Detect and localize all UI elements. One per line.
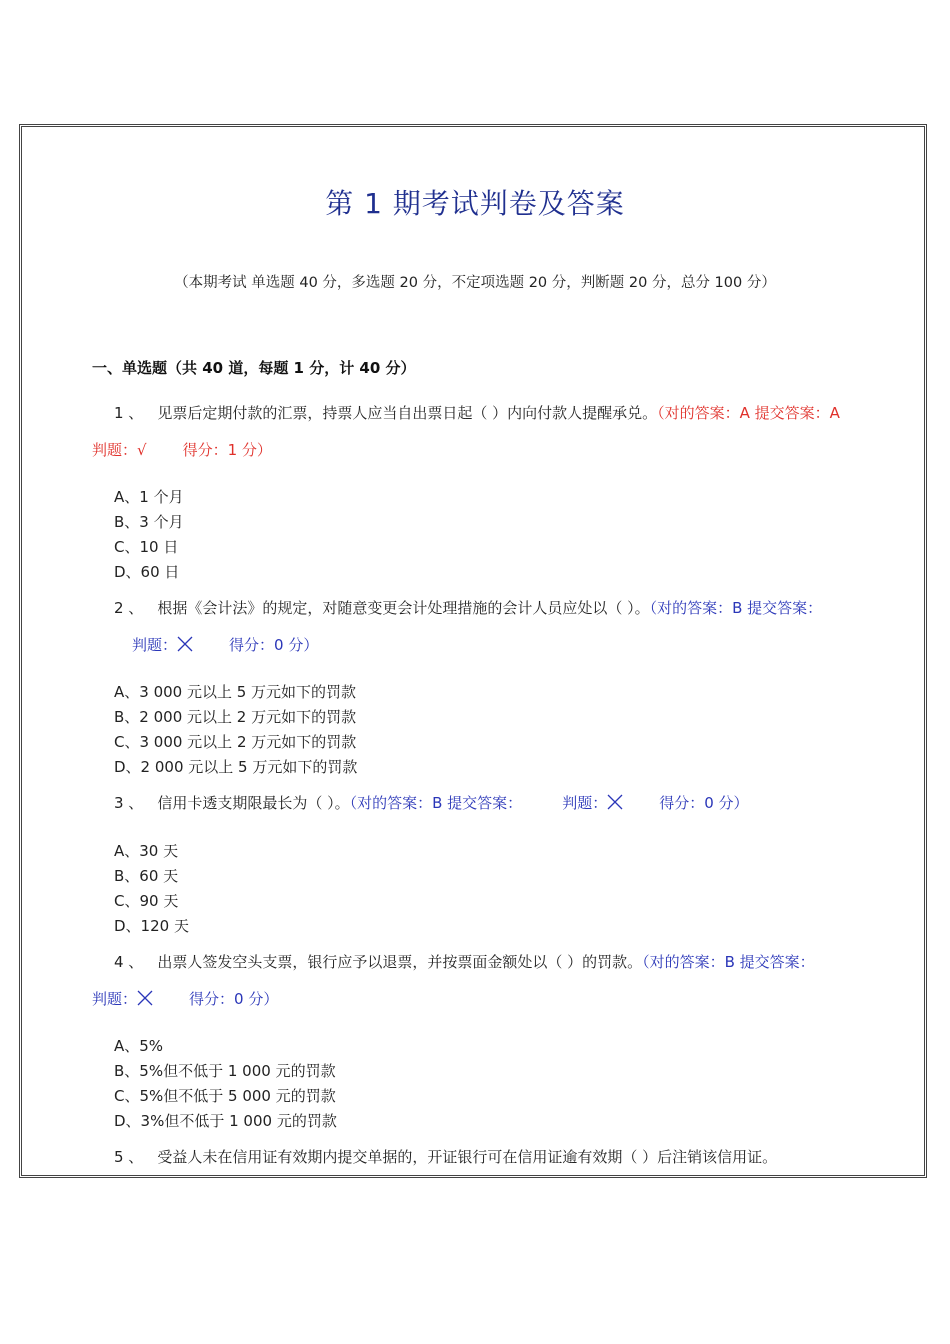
option-a: A、5% [114, 1037, 164, 1055]
submitted-answer: 提交答案： [447, 794, 523, 812]
option-b: B、5%但不低于 1 000 元的罚款 [114, 1062, 336, 1080]
exam-summary: （本期考试 单选题 40 分，多选题 20 分，不定项选题 20 分，判断题 20 分，总分 100 分） [174, 275, 776, 291]
judgment: 判题： [562, 794, 608, 812]
question-number: 2 、 [114, 599, 144, 617]
option-d: D、3%但不低于 1 000 元的罚款 [114, 1112, 337, 1130]
question-text: 根据《会计法》的规定，对随意变更会计处理措施的会计人员应处以（ ）。 [157, 599, 650, 617]
question-5 [92, 1139, 858, 1176]
question-number: 5 、 [114, 1148, 144, 1166]
section-heading-single-choice: 一、单选题（共 40 道，每题 1 分，计 40 分） [92, 359, 416, 377]
question-text: 受益人未在信用证有效期内提交单据的，开证银行可在信用证逾有效期（ ）后注销该信用证。 [157, 1148, 778, 1166]
correct-answer: （对的答案：B [349, 794, 443, 812]
question-4 [92, 944, 858, 1018]
page-title: 第 1 期考试判卷及答案 [325, 187, 625, 220]
score: 得分：0 分） [189, 990, 279, 1008]
question-text: 出票人签发空头支票，银行应予以退票，并按票面金额处以（ ）的罚款。 [157, 953, 643, 971]
submitted-answer: 提交答案： [739, 953, 815, 971]
option-a: A、30 天 [114, 842, 179, 860]
question-3 [92, 785, 858, 822]
option-b: B、60 天 [114, 867, 179, 885]
option-c: C、5%但不低于 5 000 元的罚款 [114, 1087, 336, 1105]
cross-icon [607, 794, 623, 810]
correct-answer: （对的答案：A [657, 404, 750, 422]
option-d: D、120 天 [114, 917, 189, 935]
question-2 [92, 590, 858, 664]
option-c: C、10 日 [114, 538, 179, 556]
submitted-answer: 提交答案：A [754, 404, 840, 422]
option-d: D、60 日 [114, 563, 180, 581]
option-a: A、3 000 元以上 5 万元如下的罚款 [114, 683, 357, 701]
options-list [114, 485, 184, 585]
options-list [114, 680, 357, 780]
option-a: A、1 个月 [114, 488, 184, 506]
cross-icon [177, 636, 193, 652]
score: 得分：0 分） [659, 794, 749, 812]
options-list [114, 1034, 337, 1134]
option-d: D、2 000 元以上 5 万元如下的罚款 [114, 758, 358, 776]
correct-answer: （对的答案：B [649, 599, 743, 617]
question-number: 1 、 [114, 404, 144, 422]
score: 得分：1 分） [182, 441, 272, 459]
option-b: B、3 个月 [114, 513, 184, 531]
options-list [114, 839, 189, 939]
correct-answer: （对的答案：B [642, 953, 735, 971]
option-c: C、90 天 [114, 892, 179, 910]
cross-icon [137, 990, 153, 1006]
option-b: B、2 000 元以上 2 万元如下的罚款 [114, 708, 357, 726]
question-text: 见票后定期付款的汇票，持票人应当自出票日起（ ）内向付款人提醒承兑。 [157, 404, 658, 422]
question-1 [92, 395, 858, 469]
question-number: 3 、 [114, 794, 144, 812]
question-text: 信用卡透支期限最长为（ ）。 [157, 794, 350, 812]
option-c: C、3 000 元以上 2 万元如下的罚款 [114, 733, 357, 751]
judgment: 判题： [92, 990, 138, 1008]
score: 得分：0 分） [229, 636, 319, 654]
judgment: 判题：√ [92, 441, 147, 459]
question-number: 4 、 [114, 953, 144, 971]
submitted-answer: 提交答案： [747, 599, 823, 617]
judgment: 判题： [132, 636, 178, 654]
